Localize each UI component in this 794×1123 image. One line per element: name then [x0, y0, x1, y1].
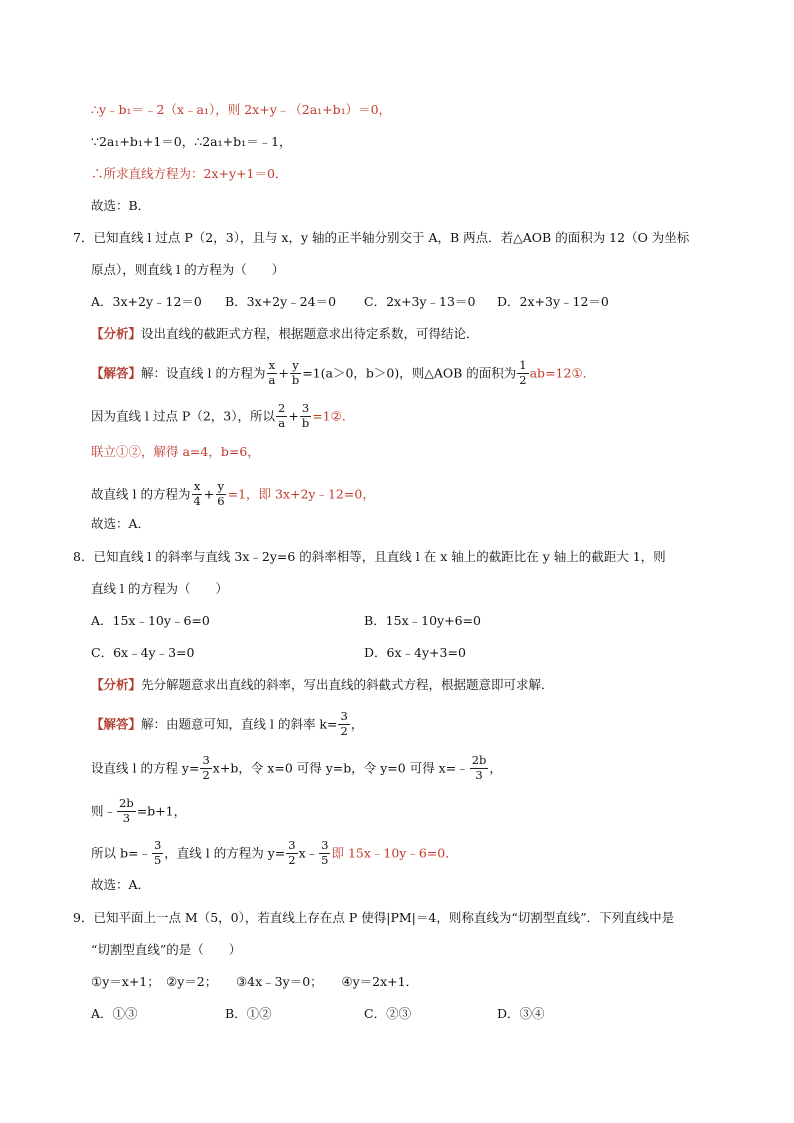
fraction-x-over-4: $\frac{x}{4}$ [193, 479, 201, 508]
p6-line-1: ∴y﹣b₁＝﹣2（x﹣a₁），则 2x+y﹣（2a₁+b₁）＝0， [91, 102, 392, 117]
q8-answer-line-3 [91, 796, 187, 825]
q7-option-a: A．3x+2y﹣12＝0 [91, 294, 202, 309]
q7-answer-line-1: 【解答】解：设直线 l 的方程为 $\frac{x}{a}$ + $\frac{y}{b}$ =1(a＞0，b＞0)，则△AOB 的面积为 $\frac{1}{2}$ ab=12①． [91, 358, 596, 387]
q7-answer-4-suffix: =1，即 3x+2y﹣12=0， [227, 486, 375, 502]
q7-option-d: D．2x+3y﹣12＝0 [497, 294, 609, 309]
q8-answer-4-prefix: 所以 b=﹣ [91, 845, 151, 861]
q7-answer-line-3: 联立①②，解得 a=4，b=6， [91, 444, 260, 459]
q9-option-d: D．③④ [497, 1006, 545, 1021]
q8-answer-line-2 [91, 753, 502, 782]
fraction-2b-over-3: $\frac{2b}{3}$ [471, 753, 487, 782]
q7-answer-line-2: 因为直线 l 过点 P（2，3），所以 $\frac{2}{a}$ + $\frac{3}{b}$ =1②． [91, 401, 355, 430]
q7-answer-4-prefix: 故直线 l 的方程为 [91, 486, 191, 502]
q8-answer-2-middle: x+b，令 x=0 可得 y=b，令 y=0 可得 x=﹣ [212, 760, 469, 776]
q9-stem-line-2: “切割型直线”的是（ ） [91, 942, 242, 957]
q7-answer-line-4: 故直线 l 的方程为 $\frac{x}{4}$ + $\frac{y}{6}$ =1，即 3x+2y﹣12=0， [91, 479, 375, 508]
q8-answer-4-suffix: 即 15x﹣10y﹣6=0． [331, 845, 458, 861]
fraction-x-over-a: $\frac{x}{a}$ [268, 358, 276, 387]
fraction-2b-over-3: $\frac{2b}{3}$ [119, 796, 134, 825]
q7-answer-1-suffix: ab=12①． [529, 365, 596, 381]
q8-answer-3-prefix: 则﹣ [91, 803, 117, 819]
p6-line-3: ∴所求直线方程为：2x+y+1＝0． [91, 166, 288, 181]
fraction-3-over-b: $\frac{3}{b}$ [301, 401, 310, 430]
fraction-3-over-5: $\frac{3}{5}$ [153, 838, 162, 867]
q8-answer-1-suffix: ， [350, 716, 364, 732]
q9-option-c: C．②③ [364, 1006, 412, 1021]
fraction-one-half: $\frac{1}{2}$ [519, 358, 527, 387]
q9-option-b: B．①② [225, 1006, 272, 1021]
q7-answer-1-prefix: 解：设直线 l 的方程为 [141, 365, 266, 381]
q8-analysis-text: 先分解题意求出直线的斜率，写出直线的斜截式方程，根据题意即可求解． [141, 677, 554, 692]
q8-answer-line-4 [91, 838, 458, 867]
q7-option-c: C．2x+3y﹣13＝0 [364, 294, 476, 309]
q8-option-a: A．15x﹣10y﹣6=0 [91, 613, 210, 628]
fraction-3-over-2: $\frac{3}{2}$ [288, 838, 296, 867]
q7-analysis [91, 328, 479, 341]
q8-answer-4-middle-2: x﹣ [298, 845, 319, 861]
q9-stem-line-1: 9．已知平面上一点 M（5，0），若直线上存在点 P 使得|PM|＝4，则称直线为“切割型直线”．下列直线中是 [73, 910, 675, 925]
q8-answer-4-middle: ，直线 l 的方程为 y= [164, 845, 286, 861]
q8-answer-1-prefix: 解：由题意可知，直线 l 的斜率 k= [141, 716, 338, 732]
q7-answer-line-5: 故选：A． [91, 516, 151, 531]
p6-line-2: ∵2a₁+b₁+1＝0，∴2a₁+b₁＝﹣1， [91, 134, 292, 149]
q9-option-a: A．①③ [91, 1006, 138, 1021]
fraction-y-over-b: $\frac{y}{b}$ [291, 358, 300, 387]
q7-answer-2-suffix: =1②． [312, 408, 355, 424]
q8-answer-2-prefix: 设直线 l 的方程 y= [91, 760, 200, 776]
q7-answer-tag: 【解答】 [91, 365, 142, 381]
fraction-3-over-2: $\frac{3}{2}$ [202, 753, 210, 782]
q8-answer-line-5: 故选：A． [91, 877, 151, 892]
q8-answer-tag: 【解答】 [91, 716, 142, 732]
fraction-2-over-a: $\frac{2}{a}$ [278, 401, 286, 430]
q8-answer-line-1 [91, 709, 364, 738]
q7-stem-line-1: 7．已知直线 l 过点 P（2，3），且与 x，y 轴的正半轴分别交于 A，B 两点．若△AOB 的面积为 12（O 为坐标 [73, 230, 690, 245]
q8-option-b: B．15x﹣10y+6=0 [364, 613, 481, 628]
q8-answer-2-suffix: ， [489, 760, 502, 776]
q7-analysis-tag: 【分析】 [91, 326, 142, 341]
q7-answer-2-prefix: 因为直线 l 过点 P（2，3），所以 [91, 408, 275, 424]
fraction-y-over-6: $\frac{y}{6}$ [217, 479, 225, 508]
q8-answer-3-suffix: =b+1， [136, 803, 187, 819]
q8-analysis-tag: 【分析】 [91, 677, 142, 692]
fraction-3-over-2: $\frac{3}{2}$ [340, 709, 348, 738]
q8-analysis [91, 679, 554, 692]
fraction-3-over-5: $\frac{3}{5}$ [321, 838, 329, 867]
q8-option-c: C．6x﹣4y﹣3=0 [91, 645, 195, 660]
q9-items: ①y＝x+1； ②y＝2； ③4x﹣3y＝0； ④y＝2x+1． [91, 974, 419, 989]
q7-analysis-text: 设出直线的截距式方程，根据题意求出待定系数，可得结论． [141, 326, 479, 341]
q8-stem-line-1: 8．已知直线 l 的斜率与直线 3x﹣2y=6 的斜率相等，且直线 l 在 x 轴上的截距比在 y 轴上的截距大 1，则 [73, 549, 666, 564]
q7-answer-1-middle: =1(a＞0，b＞0)，则△AOB 的面积为 [302, 365, 517, 381]
q7-option-b: B．3x+2y﹣24＝0 [225, 294, 337, 309]
q8-option-d: D．6x﹣4y+3=0 [364, 645, 466, 660]
q8-stem-line-2: 直线 l 的方程为（ ） [91, 581, 228, 596]
q7-stem-line-2: 原点），则直线 l 的方程为（ ） [91, 262, 285, 277]
p6-line-4: 故选：B． [91, 198, 151, 213]
